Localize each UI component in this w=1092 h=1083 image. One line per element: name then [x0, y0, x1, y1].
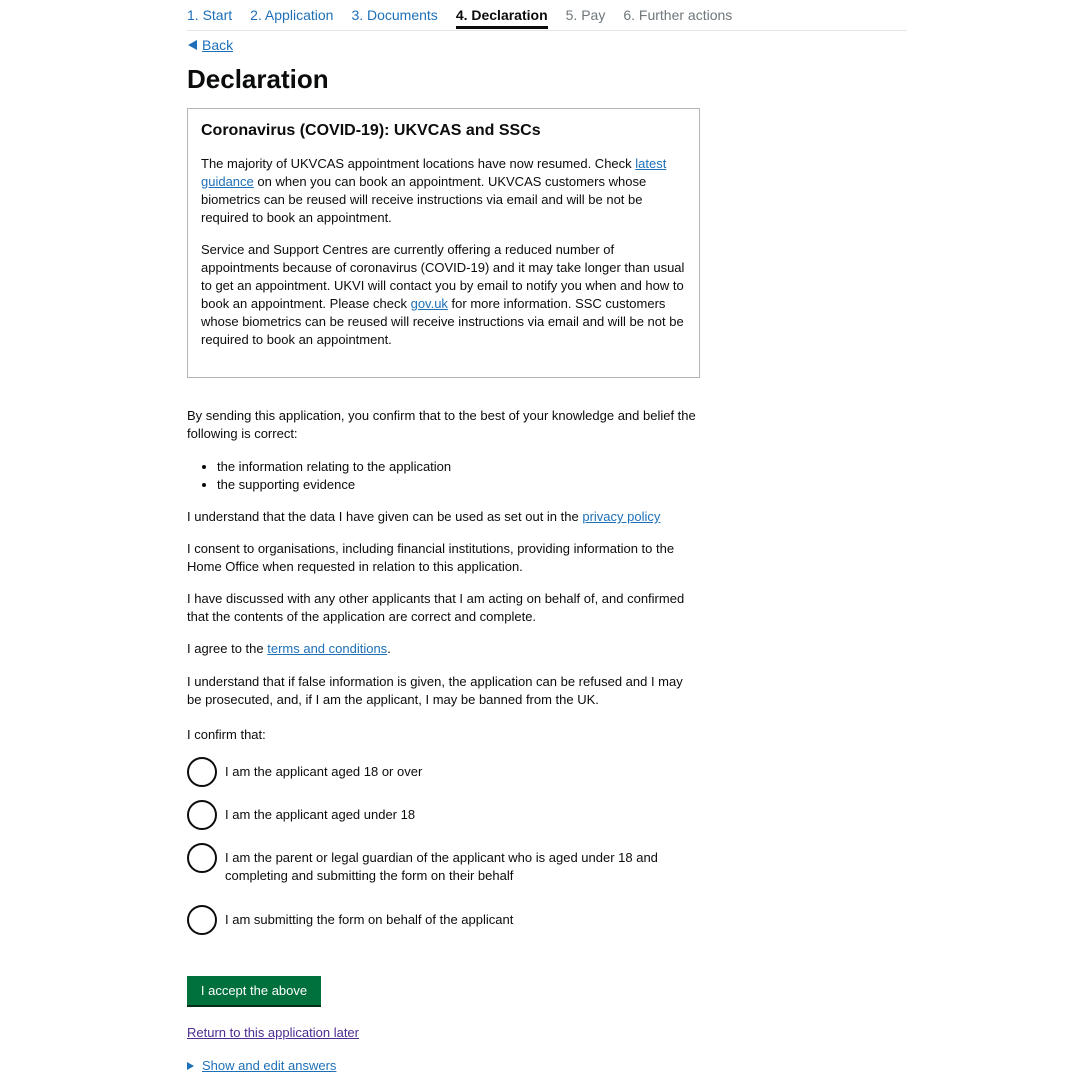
covid-notice	[187, 108, 700, 378]
notice-p2-text-2: for more information. SSC customers whose biometrics can be reused will receive instructions via email and will be not be required to book an appointment.	[201, 296, 684, 347]
step-declaration: 4. Declaration	[456, 0, 548, 29]
step-start[interactable]: 1. Start	[187, 7, 233, 23]
back-link[interactable]	[188, 37, 233, 53]
discussed-text: I have discussed with any other applicants that I am acting on behalf of, and confirmed that the contents of the application are correct and complete.	[187, 591, 685, 624]
radio-input[interactable]	[187, 800, 217, 830]
radio-input[interactable]	[187, 905, 217, 935]
details-summary[interactable]: Show and edit answers	[202, 1058, 337, 1073]
notice-paragraph-1	[201, 155, 686, 227]
radio-applicant-18-or-over[interactable]	[187, 757, 685, 787]
step-pay: 5. Pay	[565, 7, 606, 23]
radio-input[interactable]	[187, 843, 217, 873]
back-label: Back	[202, 37, 234, 53]
step-application[interactable]: 2. Application	[250, 7, 334, 23]
step-documents[interactable]: 3. Documents	[351, 7, 438, 23]
confirm-list	[187, 458, 451, 494]
accept-button[interactable]: I accept the above	[187, 976, 321, 1005]
privacy-text	[187, 508, 707, 526]
return-later-link[interactable]: Return to this application later	[187, 1025, 359, 1040]
consent-text: I consent to organisations, including financial institutions, providing information to the Home Office when requested in relation to this application.	[187, 541, 675, 574]
radio-label[interactable]: I am the applicant aged 18 or over	[225, 764, 423, 779]
step-further-actions: 6. Further actions	[623, 7, 733, 23]
notice-p2-text: Service and Support Centres are currently offering a reduced number of appointments because of coronavirus (COVID-19) and it may take longer than usual to get an appointment. UKVI will contact you by email to notify you when and how to book an appointment. Please check	[201, 242, 685, 311]
false-info-text: I understand that if false information is given, the application can be refused and I may be prosecuted, and, if I am the applicant, I may be banned from the UK.	[187, 674, 683, 707]
triangle-right-icon	[187, 1062, 194, 1070]
radio-label[interactable]: I am submitting the form on behalf of the applicant	[225, 912, 514, 927]
progress-steps	[187, 0, 907, 31]
radio-label[interactable]: I am the parent or legal guardian of the applicant who is aged under 18 and completing and submitting the form on their behalf	[225, 850, 658, 883]
gov-uk-link[interactable]: gov.uk	[410, 296, 448, 311]
latest-guidance-link[interactable]: latest guidance	[201, 156, 667, 189]
page-title: Declaration	[187, 64, 329, 94]
radio-applicant-under-18[interactable]	[187, 800, 685, 830]
list-item: • the supporting evidence	[217, 476, 451, 494]
radio-parent-guardian[interactable]	[187, 843, 685, 885]
radio-on-behalf[interactable]	[187, 905, 685, 935]
notice-p1-text-2: on when you can book an appointment. UKVCAS customers whose biometrics can be reused will receive instructions via email and will be not be required to book an appointment.	[201, 174, 647, 225]
terms-text	[187, 640, 697, 658]
notice-p1-text: The majority of UKVCAS appointment locations have now resumed. Check	[201, 156, 636, 171]
privacy-text-before: I understand that the data I have given can be used as set out in the	[187, 509, 583, 524]
notice-title: Coronavirus (COVID-19): UKVCAS and SSCs	[201, 122, 541, 139]
intro-text: By sending this application, you confirm that to the best of your knowledge and belief the following is correct:	[187, 408, 696, 441]
radio-label[interactable]: I am the applicant aged under 18	[225, 807, 416, 822]
back-arrow-icon	[188, 40, 197, 50]
list-item: • the information relating to the application	[217, 458, 451, 476]
notice-paragraph-2	[201, 241, 686, 349]
radio-input[interactable]	[187, 757, 217, 787]
terms-text-before: I agree to the	[187, 641, 268, 656]
terms-text-after: .	[387, 641, 391, 656]
terms-link[interactable]: terms and conditions	[267, 641, 388, 656]
show-edit-answers-toggle[interactable]	[187, 1058, 336, 1073]
privacy-policy-link[interactable]: privacy policy	[582, 509, 661, 524]
confirm-heading: I confirm that:	[187, 727, 266, 742]
